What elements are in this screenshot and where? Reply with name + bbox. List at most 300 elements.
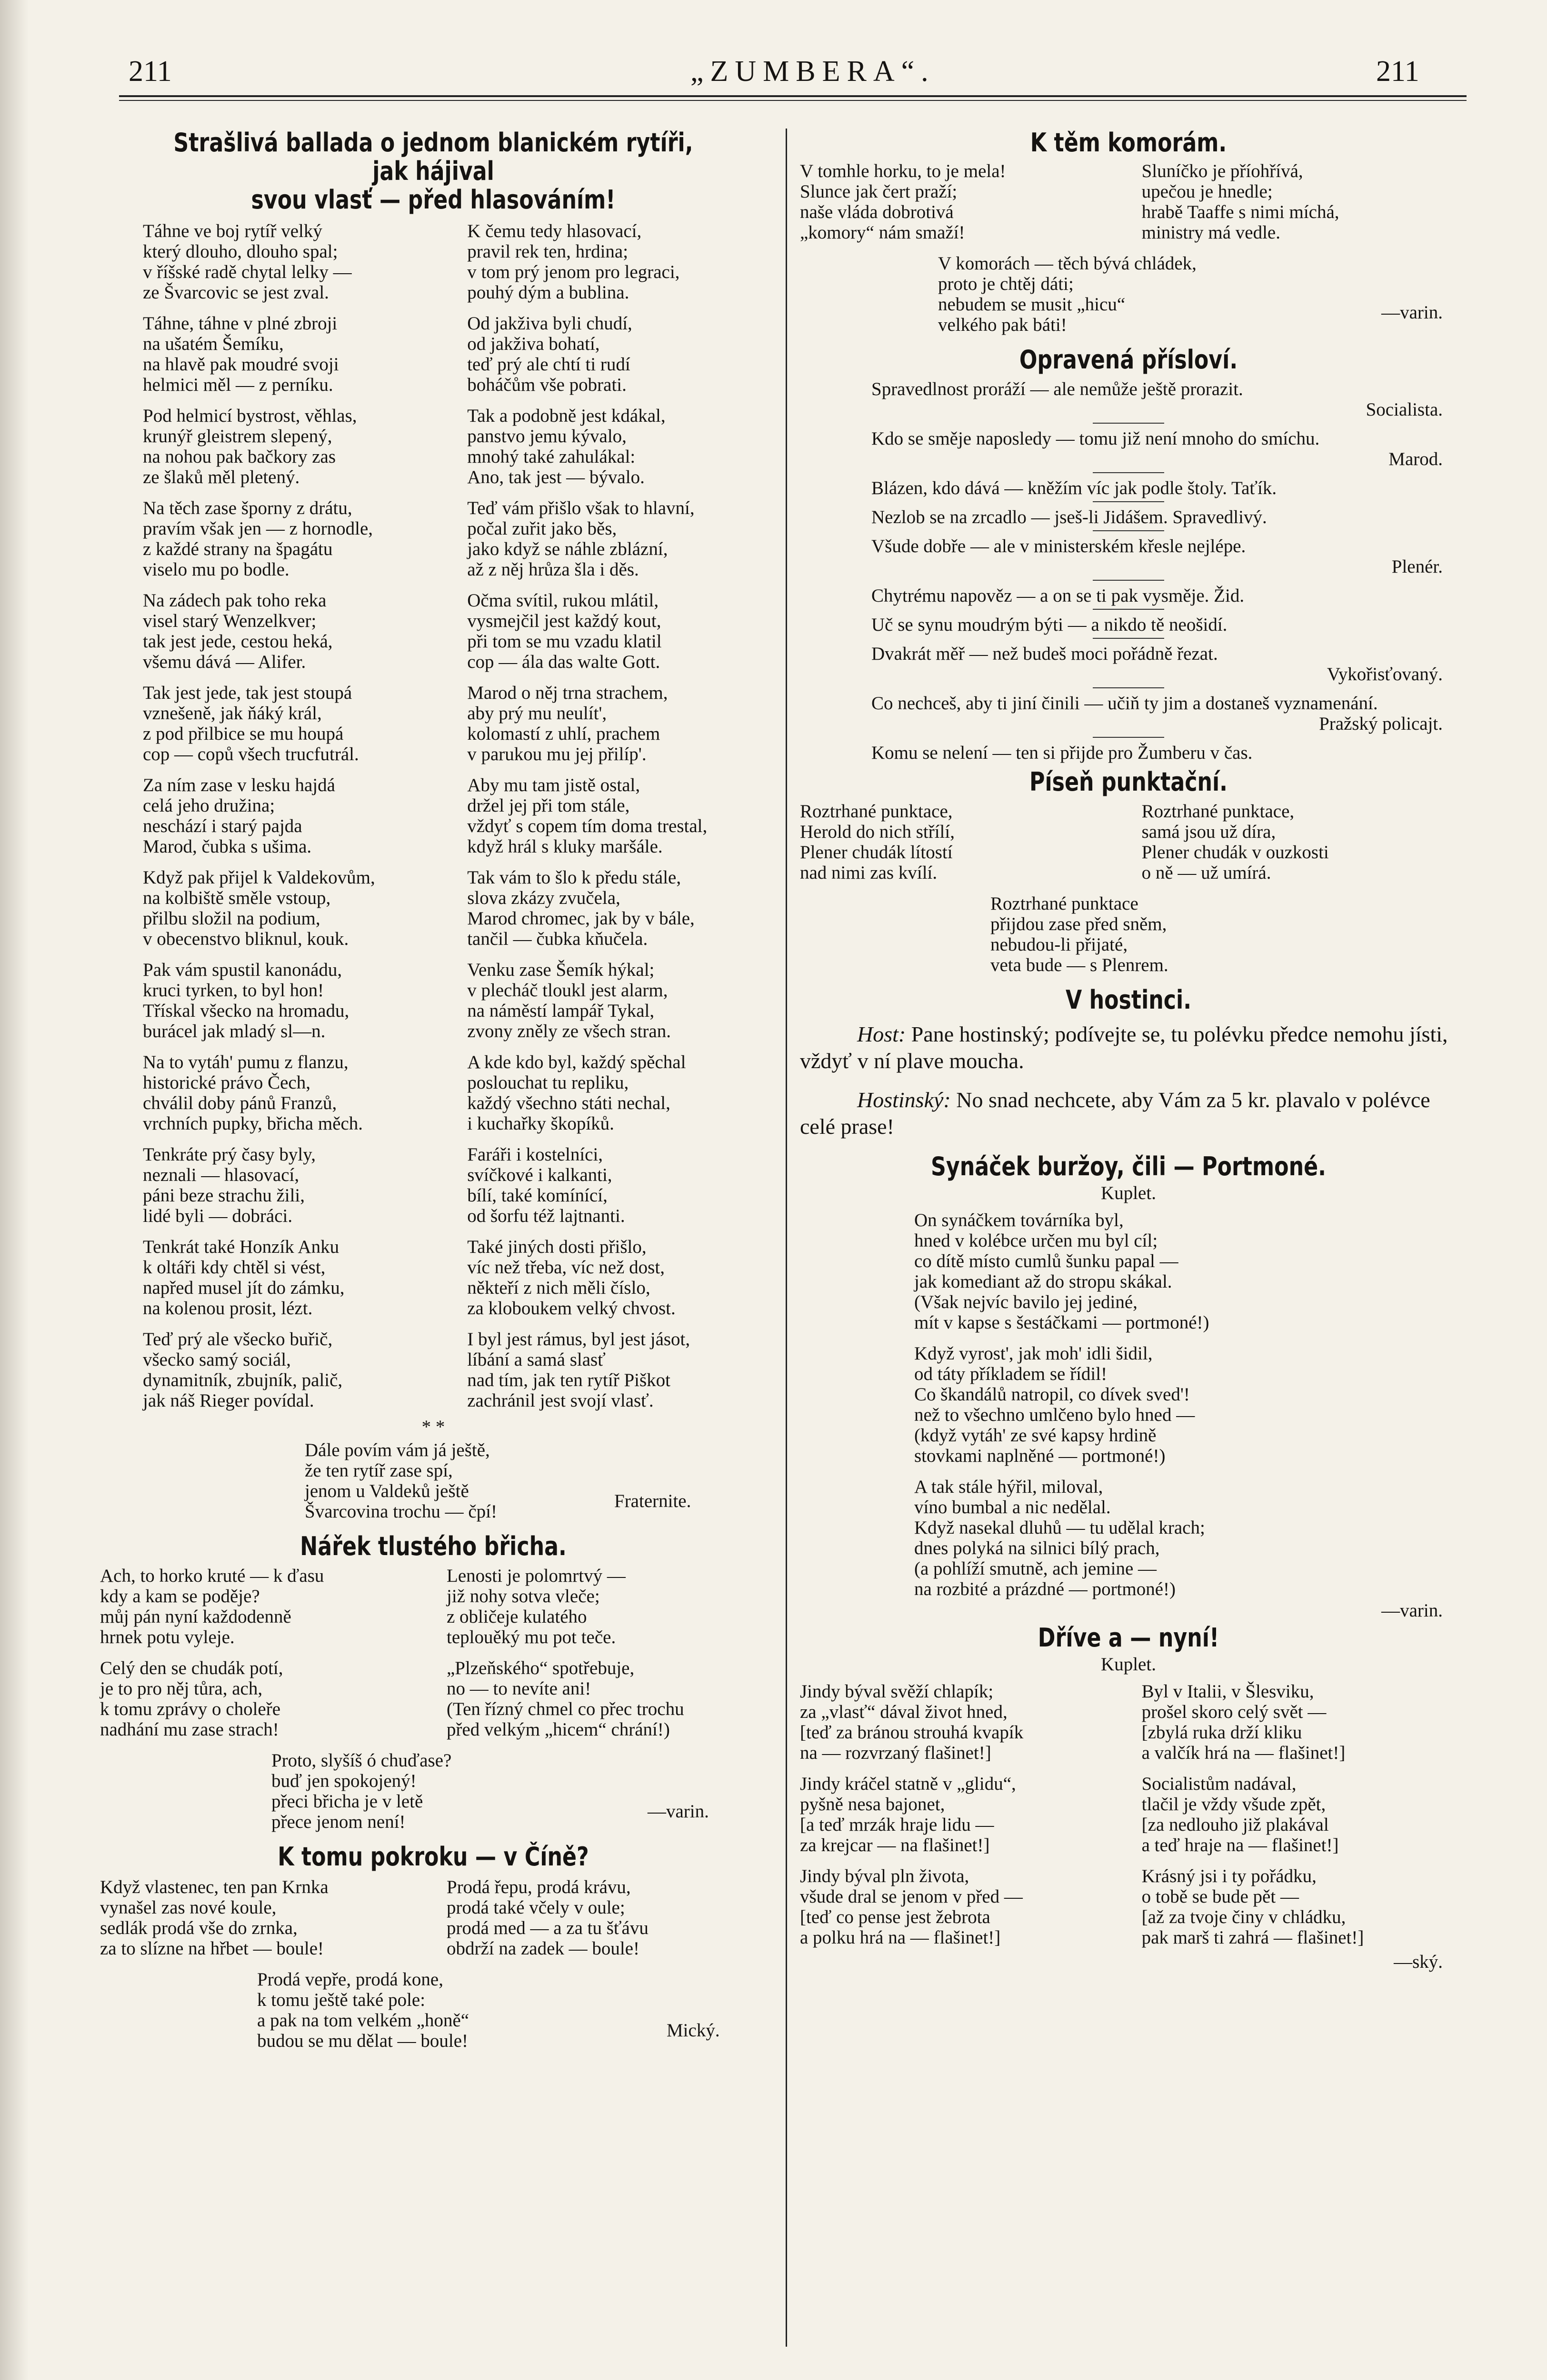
verse-line: mít v kapse s šestáčkami — portmoné!) <box>914 1312 1209 1333</box>
verse-line: svíčkové i kalkanti, <box>467 1165 612 1185</box>
stanza <box>467 1144 767 1226</box>
verse-line: [za nedlouho již plakával <box>1141 1815 1329 1835</box>
proverb-signature: Vykořisťovaný. <box>1327 664 1443 684</box>
pokrok-left-column <box>100 1877 420 1969</box>
hostinci-host-line <box>800 1021 1457 1074</box>
verse-line: Proto, slyšíš ó chuďase? <box>271 1750 452 1771</box>
verse-line: sedlák prodá vše do zrnka, <box>100 1918 298 1938</box>
stanza <box>467 590 767 672</box>
stanza <box>990 893 1457 975</box>
verse-line: helmici měl — z perníku. <box>143 375 333 395</box>
stanza <box>467 683 767 764</box>
proverb-text: Všude dobře — ale v ministerském křesle nejlépe. <box>871 536 1246 556</box>
verse-line: Očma svítil, rukou mlátil, <box>467 590 659 611</box>
verse-line: naše vláda dobrotivá <box>800 202 954 222</box>
verse-line: kolomastí z uhlí, prachem <box>467 724 660 744</box>
verse-line: cop — ála das walte Gott. <box>467 652 660 672</box>
verse-line: za to slízne na hřbet — boule! <box>100 1938 324 1959</box>
stanza <box>1142 1681 1457 1763</box>
verse-line: veta bude — s Plenrem. <box>990 955 1168 975</box>
verse-line: hned v kolébce určen mu byl cíl; <box>914 1230 1158 1251</box>
proverb-item <box>800 536 1457 581</box>
verse-line: Roztrhané punktace, <box>1141 801 1295 822</box>
drive-subtitle: Kuplet. <box>1101 1654 1156 1675</box>
verse-line: již nohy sotva vleče; <box>447 1586 600 1606</box>
verse-line: tančil — čubka kňučela. <box>467 929 648 949</box>
verse-line: o ně — už umírá. <box>1141 863 1271 883</box>
verse-line: Když nasekal dluhů — tu udělal krach; <box>914 1517 1205 1538</box>
narek-title: Nářek tlustého břicha. <box>300 1531 567 1561</box>
verse-line: k tomu zprávy o choleře <box>100 1699 281 1719</box>
verse-line: na kolbiště směle vstoup, <box>143 888 331 908</box>
verse-line: a teď hraje na — flašinet!] <box>1141 1835 1339 1855</box>
verse-line: nebudou-li přijaté, <box>990 934 1128 955</box>
verse-line: Tak a podobně jest kdákal, <box>467 406 666 426</box>
verse-line: víno bumbal a nic nedělal. <box>914 1497 1111 1517</box>
proverb-separator <box>1093 580 1164 581</box>
pokrok-signature: Mický. <box>667 2020 720 2041</box>
verse-line: I byl jest rámus, byl jest jásot, <box>467 1329 690 1349</box>
stanza <box>914 1210 1457 1333</box>
hostinsky-text: No snad nechcete, aby Vám za 5 kr. plavalo v polévce celé prase! <box>800 1088 1430 1139</box>
stanza <box>447 1566 767 1647</box>
drive-signature: —ský. <box>1394 1952 1443 1972</box>
verse-line: bílí, také komínící, <box>467 1185 608 1206</box>
proverb-item <box>800 585 1457 610</box>
stanza <box>143 590 442 672</box>
komoram-signature: —varin. <box>1381 302 1443 323</box>
verse-line: budou se mu dělat — boule! <box>257 2031 468 2051</box>
stanza <box>143 683 442 764</box>
stanza <box>143 1329 442 1411</box>
verse-line: Tenkráte prý časy byly, <box>143 1144 316 1165</box>
verse-line: Roztrhané punktace <box>990 893 1138 914</box>
masthead: „ZUMBERA“. <box>690 55 935 88</box>
proverb-signature: Pražský policajt. <box>1319 714 1443 734</box>
stanza <box>143 221 442 303</box>
verse-line: a pak na tom velkém „honě“ <box>257 2010 469 2031</box>
stanza <box>100 1658 420 1740</box>
verse-line: Na zádech pak toho reka <box>143 590 327 611</box>
proverb-separator <box>1093 423 1164 424</box>
verse-line: víc než třeba, víc než dost, <box>467 1257 665 1278</box>
verse-line: vysmejčil jest každý kout, <box>467 611 661 631</box>
verse-line: můj pán nyní každodenně <box>100 1606 291 1627</box>
column-divider <box>786 129 787 2347</box>
verse-line: tlačil je vždy všude zpět, <box>1141 1794 1326 1815</box>
header-rule-thin <box>119 100 1467 101</box>
verse-line: Pod helmicí bystrost, věhlas, <box>143 406 357 426</box>
verse-line: Jindy býval pln života, <box>800 1866 969 1886</box>
proverb-text: Chytrému napověz — a on se ti pak vysměje. Žid. <box>871 585 1245 606</box>
verse-line: Když vlastenec, ten pan Krnka <box>100 1877 329 1897</box>
verse-line: chválil doby pánů Franzů, <box>143 1093 337 1113</box>
verse-line: napřed musel jít do zámku, <box>143 1278 345 1298</box>
verse-line: každý všechno státi nechal, <box>467 1093 670 1113</box>
punktacni-title: Píseň punktační. <box>1029 767 1228 797</box>
stanza <box>143 775 442 857</box>
verse-line: aby prý mu neulít', <box>467 703 607 724</box>
host-label: Host: <box>857 1022 906 1046</box>
pokrok-body <box>100 1877 767 1969</box>
verse-line: A kde kdo byl, každý spěchal <box>467 1052 686 1072</box>
proverb-item <box>800 428 1457 473</box>
verse-line: [a teď mrzák hraje lidu — <box>800 1815 994 1835</box>
page-number-right: 211 <box>1376 55 1419 88</box>
verse-line: z pod přilbice se mu houpá <box>143 724 344 744</box>
verse-line: nebudem se musit „hicu“ <box>938 294 1126 315</box>
verse-line: v říšské radě chytal lelky — <box>143 262 352 282</box>
stanza <box>143 1144 442 1226</box>
stanza <box>1142 161 1457 243</box>
verse-line: [až za tvoje činy v chládku, <box>1141 1907 1346 1927</box>
verse-line: slova zkázy zvučela, <box>467 888 620 908</box>
drive-right-column <box>1142 1681 1457 1958</box>
verse-line: [zbylá ruka drží kliku <box>1141 1722 1302 1743</box>
verse-line: v plecháč tloukl jest alarm, <box>467 980 668 1001</box>
verse-line: buď jen spokojený! <box>271 1771 417 1791</box>
stanza <box>914 1343 1457 1466</box>
verse-line: V tomhle horku, to je mela! <box>800 161 1006 181</box>
stanza <box>143 498 442 580</box>
left-column <box>100 129 767 2062</box>
stanza <box>467 1329 767 1411</box>
verse-line: za kloboukem velký chvost. <box>467 1298 676 1319</box>
proverb-text: Blázen, kdo dává — kněžím víc jak podle štoly. Taťík. <box>871 478 1277 498</box>
verse-line: od táty příkladem se řídil! <box>914 1364 1108 1384</box>
verse-line: Roztrhané punktace, <box>800 801 953 822</box>
verse-line: poslouchat tu repliku, <box>467 1072 629 1093</box>
verse-line: k oltáři kdy chtěl si vést, <box>143 1257 326 1278</box>
verse-line: všemu dává — Alifer. <box>143 652 306 672</box>
verse-line: Tak vám to šlo k předu stále, <box>467 867 681 888</box>
verse-line: Sluníčko je příohřívá, <box>1141 161 1303 181</box>
verse-line: na hlavě pak moudré svoji <box>143 354 339 375</box>
stanza <box>1142 1774 1457 1855</box>
verse-line: ministry má vedle. <box>1141 222 1280 243</box>
verse-line: všecko samý sociál, <box>143 1349 291 1370</box>
ballad-left-column <box>143 221 442 1421</box>
verse-line: a valčík hrá na — flašinet!] <box>1141 1743 1346 1763</box>
verse-line: pouhý dým a bublina. <box>467 282 629 303</box>
verse-line: a polku hrá na — flašinet!] <box>800 1927 1001 1948</box>
verse-line: burácel jak mladý sl—n. <box>143 1021 326 1041</box>
page-header <box>129 55 1457 90</box>
verse-line: co dítě místo cumlů šunku papal — <box>914 1251 1178 1271</box>
stanza <box>447 1658 767 1740</box>
hostinsky-label: Hostinský: <box>857 1088 951 1112</box>
proverb-text: Dvakrát měř — než budeš moci pořádně řezat. <box>871 644 1218 664</box>
proverb-separator <box>1093 472 1164 473</box>
verse-line: při tom se mu vzadu klatil <box>467 631 662 652</box>
proverb-text: Komu se nelení — ten si přijde pro Žumberu v čas. <box>871 743 1253 763</box>
stanza <box>447 1877 767 1959</box>
verse-line: Táhne, táhne v plné zbroji <box>143 313 338 334</box>
verse-line: Táhne ve boj rytíř velký <box>143 221 322 241</box>
verse-line: Aby mu tam jistě ostal, <box>467 775 640 795</box>
drive-title: Dříve a — nyní! <box>1038 1623 1219 1653</box>
proverb-item <box>800 743 1457 763</box>
punktacni-body <box>800 801 1457 893</box>
verse-line: Prodá řepu, prodá krávu, <box>447 1877 631 1897</box>
verse-line: (když vytáh' ze své kapsy hrdině <box>914 1425 1157 1446</box>
verse-line: k tomu ještě také pole: <box>257 1990 426 2010</box>
verse-line: prošel skoro celý svět — <box>1141 1702 1327 1722</box>
verse-line: přeci břicha je v letě <box>271 1791 423 1812</box>
stanza <box>467 221 767 303</box>
verse-line: který dlouho, dlouho spal; <box>143 241 338 262</box>
verse-line: na — rozvrzaný flašinet!] <box>800 1743 991 1763</box>
stanza <box>467 406 767 487</box>
verse-line: všude dral se jenom v před — <box>800 1886 1023 1907</box>
verse-line: Pak vám spustil kanonádu, <box>143 960 342 980</box>
verse-line: Celý den se chudák potí, <box>100 1658 283 1678</box>
verse-line: historické právo Čech, <box>143 1072 310 1093</box>
proverb-text: Uč se synu moudrým býti — a nikdo tě neošidí. <box>871 615 1228 635</box>
verse-line: dynamitník, zbujník, palič, <box>143 1370 343 1390</box>
verse-line: Marod chromec, jak by v bále, <box>467 908 695 929</box>
verse-line: (Ten řízný chmel co přec trochu <box>447 1699 684 1719</box>
verse-line: přijdou zase před sněm, <box>990 914 1167 934</box>
verse-line: On synáčkem továrníka byl, <box>914 1210 1124 1230</box>
proverb-separator <box>1093 530 1164 531</box>
verse-line: od jakživa bohatí, <box>467 334 600 354</box>
narek-right-column <box>447 1566 767 1750</box>
proverb-text: Nezlob se na zrcadlo — jseš-li Jidášem. Spravedlivý. <box>871 507 1267 527</box>
stanza <box>100 1566 420 1647</box>
verse-line: upečou je hnedle; <box>1141 181 1273 202</box>
verse-line: tak jest jede, cestou heká, <box>143 631 333 652</box>
verse-line: od šorfu též lajtnanti. <box>467 1206 625 1226</box>
verse-line: hrnek potu vyleje. <box>100 1627 235 1647</box>
proverb-item <box>800 644 1457 688</box>
verse-line: Když pak přijel k Valdekovům, <box>143 867 375 888</box>
verse-line: někteří z nich měli číslo, <box>467 1278 650 1298</box>
stanza <box>914 1477 1457 1599</box>
verse-line: za „vlasť“ dával život hned, <box>800 1702 1008 1722</box>
synacek-stanzas <box>800 1210 1457 1599</box>
verse-line: Teď prý ale všecko buřič, <box>143 1329 333 1349</box>
verse-line: Tenkrát také Honzík Anku <box>143 1237 339 1257</box>
verse-line: když hrál s kluky maršále. <box>467 836 663 857</box>
verse-line: ze Švarcovic se jest zval. <box>143 282 329 303</box>
stanza <box>143 1052 442 1134</box>
stanza <box>800 1866 1115 1948</box>
verse-line: K čemu tedy hlasovací, <box>467 221 642 241</box>
stanza <box>467 867 767 949</box>
verse-line: zvony zněly ze všech stran. <box>467 1021 671 1041</box>
verse-line: vrchních pupky, břicha měch. <box>143 1113 363 1134</box>
verse-line: nad tím, jak ten rytíř Piškot <box>467 1370 670 1390</box>
verse-line: lidé byli — dobráci. <box>143 1206 293 1226</box>
stanza <box>467 1052 767 1134</box>
verse-line: Slunce jak čert praží; <box>800 181 958 202</box>
section-stars: * * <box>421 1417 445 1437</box>
stanza <box>1142 801 1457 883</box>
verse-line: panstvo jemu kývalo, <box>467 426 627 446</box>
narek-coda <box>100 1750 767 1832</box>
proverb-text: Kdo se směje naposledy — tomu již není mnoho do smíchu. <box>871 428 1320 449</box>
proverb-text: Co nechceš, aby ti jiní činili — učiň ty jim a dostaneš vyznamenání. <box>871 693 1378 714</box>
verse-line: v parukou mu jej přilíp'. <box>467 744 647 764</box>
verse-line: než to všechno umlčeno bylo hned — <box>914 1405 1195 1425</box>
proverb-separator <box>1093 737 1164 738</box>
verse-line: Ano, tak jest — bývalo. <box>467 467 645 487</box>
verse-line: kdy a kam se poděje? <box>100 1586 260 1606</box>
verse-line: že ten rytíř zase spí, <box>305 1460 453 1481</box>
stanza <box>1142 1866 1457 1948</box>
proverb-item <box>800 693 1457 738</box>
verse-line: za krejcar — na flašinet!] <box>800 1835 990 1855</box>
verse-line: páni beze strachu žili, <box>143 1185 305 1206</box>
verse-line: o tobě se bude pět — <box>1141 1886 1299 1907</box>
verse-line: v obecenstvo bliknul, kouk. <box>143 929 349 949</box>
verse-line: Na to vytáh' pumu z flanzu, <box>143 1052 349 1072</box>
verse-line: držel jej při tom stále, <box>467 795 630 816</box>
verse-line: boháčům vše pobrati. <box>467 375 627 395</box>
verse-line: prodá med — a za tu šťávu <box>447 1918 649 1938</box>
stanza <box>143 960 442 1041</box>
verse-line: Marod, čubka s ušima. <box>143 836 312 857</box>
verse-line: jak komediant až do stropu skákal. <box>914 1271 1172 1292</box>
verse-line: Teď vám přišlo však to hlavní, <box>467 498 695 518</box>
verse-line: Od jakživa byli chudí, <box>467 313 632 334</box>
punktacni-left-column <box>800 801 1115 893</box>
stanza <box>800 801 1115 883</box>
ballad-right-column <box>467 221 767 1421</box>
verse-line: zachránil jest svojí vlasť. <box>467 1390 654 1411</box>
stanza <box>100 1877 420 1959</box>
punktacni-right-column <box>1142 801 1457 893</box>
ballad-title: Strašlivá ballada o jednom blanickém rytíři, jak hájival <box>173 128 693 186</box>
verse-line: Plener chudák lítostí <box>800 842 953 863</box>
ballad-body <box>100 221 767 1421</box>
verse-line: Faráři i kostelníci, <box>467 1144 603 1165</box>
host-text: Pane hostinský; podívejte se, tu polévku předce nemohu jísti, vždyť v ní plave moucha. <box>800 1022 1448 1073</box>
verse-line: dnes polyká na silnici bílý prach, <box>914 1538 1160 1558</box>
ballad-subtitle: svou vlasť — před hlasováním! <box>251 185 616 215</box>
verse-line: Co škandálů natropil, co dívek sved'! <box>914 1384 1190 1405</box>
komoram-left-column <box>800 161 1115 253</box>
stanza <box>800 1681 1115 1763</box>
proverb-separator <box>1093 687 1164 688</box>
verse-line: přilbu složil na podium, <box>143 908 320 929</box>
verse-line: na nohou pak bačkory zas <box>143 446 336 467</box>
stanza <box>467 775 767 857</box>
verse-line: Ach, to horko kruté — k ďasu <box>100 1566 324 1586</box>
verse-line: „komory“ nám smaží! <box>800 222 965 243</box>
pokrok-title: K tomu pokroku — v Číně? <box>278 1842 589 1872</box>
komoram-coda <box>800 253 1457 335</box>
page-number-left: 211 <box>129 55 172 88</box>
proverb-text: Spravedlnost proráží — ale nemůže ještě prorazit. <box>871 379 1243 399</box>
pokrok-coda <box>100 1969 767 2051</box>
pokrok-right-column <box>447 1877 767 1969</box>
proverb-item <box>800 379 1457 424</box>
verse-line: krunýř gleistrem slepený, <box>143 426 332 446</box>
verse-line: Lenosti je polomrtvý — <box>447 1566 626 1586</box>
verse-line: Prodá vepře, prodá kone, <box>257 1969 443 1990</box>
page-edge-shadow <box>0 0 29 2380</box>
proverb-item <box>800 615 1457 639</box>
verse-line: pak marš ti zahrá — flašinet!] <box>1141 1927 1364 1948</box>
proverb-separator <box>1093 501 1164 502</box>
verse-line: vynašel zas nové koule, <box>100 1897 277 1918</box>
stanza <box>938 253 1457 335</box>
narek-signature: —varin. <box>648 1801 709 1822</box>
verse-line: na náměstí lampář Tykal, <box>467 1001 655 1021</box>
verse-line: Na těch zase šporny z drátu, <box>143 498 352 518</box>
synacek-subtitle: Kuplet. <box>1101 1183 1156 1203</box>
verse-line: jenom u Valdeků ještě <box>305 1481 469 1501</box>
verse-line: visel starý Wenzelkver; <box>143 611 317 631</box>
verse-line: nad nimi zas kvílí. <box>800 863 938 883</box>
verse-line: Švarcovina trochu — čpí! <box>305 1501 497 1522</box>
verse-line: vznešeně, jak ňáký král, <box>143 703 322 724</box>
proverb-separator <box>1093 638 1164 639</box>
verse-line: před velkým „hicem“ chrání!) <box>447 1719 670 1740</box>
verse-line: jako když se náhle zblázní, <box>467 539 668 559</box>
narek-body <box>100 1566 767 1750</box>
verse-line: jak náš Rieger povídal. <box>143 1390 314 1411</box>
stanza <box>467 960 767 1041</box>
hostinci-title: V hostinci. <box>1065 985 1192 1015</box>
ballad-coda <box>100 1440 767 1522</box>
verse-line: vždyť s copem tím doma trestal, <box>467 816 708 836</box>
stanza <box>467 498 767 580</box>
stanza <box>143 1237 442 1319</box>
verse-line: pyšně nesa bajonet, <box>800 1794 945 1815</box>
stanza <box>143 867 442 949</box>
verse-line: Jindy kráčel statně v „glidu“, <box>800 1774 1016 1794</box>
verse-line: „Plzeňského“ spotřebuje, <box>447 1658 635 1678</box>
verse-line: Dále povím vám já ještě, <box>305 1440 490 1460</box>
verse-line: [teď co pense jest žebrota <box>800 1907 990 1927</box>
verse-line: teplouěký mu pot teče. <box>447 1627 616 1647</box>
verse-line: stovkami naplněné — portmoné!) <box>914 1446 1166 1466</box>
prislovi-title: Opravená přísloví. <box>1019 345 1238 375</box>
verse-line: přece jenom není! <box>271 1812 406 1832</box>
punktacni-coda-stanza <box>990 893 1457 975</box>
verse-line: obdrží na zadek — boule! <box>447 1938 640 1959</box>
verse-line: Byl v Italii, v Šlesviku, <box>1141 1681 1314 1702</box>
verse-line: neschází i starý pajda <box>143 816 302 836</box>
verse-line: Plener chudák v ouzkosti <box>1141 842 1329 863</box>
verse-line: prodá také včely v oule; <box>447 1897 625 1918</box>
verse-line: A tak stále hýřil, miloval, <box>914 1477 1103 1497</box>
verse-line: velkého pak báti! <box>938 315 1067 335</box>
verse-line: Jindy býval svěží chlapík; <box>800 1681 994 1702</box>
verse-line: v tom prý jenom pro legraci, <box>467 262 680 282</box>
synacek-signature: —varin. <box>1381 1600 1443 1621</box>
verse-line: nadhání mu zase strach! <box>100 1719 279 1740</box>
stanza <box>467 1237 767 1319</box>
verse-line: počal zuřit jako běs, <box>467 518 617 539</box>
verse-line: z obličeje kulatého <box>447 1606 587 1627</box>
proverb-item <box>800 478 1457 502</box>
verse-line: teď prý ale chtí ti rudí <box>467 354 630 375</box>
verse-line: Herold do nich střílí, <box>800 822 955 842</box>
verse-line: na rozbité a prázdné — portmoné!) <box>914 1579 1176 1599</box>
verse-line: pravím však jen — z hornodle, <box>143 518 373 539</box>
verse-line: celá jeho družina; <box>143 795 275 816</box>
stanza <box>143 313 442 395</box>
proverb-item <box>800 507 1457 531</box>
verse-line: Také jiných dosti přišlo, <box>467 1237 647 1257</box>
verse-line: samá jsou už díra, <box>1141 822 1276 842</box>
ballad-coda-stanza <box>305 1440 767 1522</box>
hostinci-hostinsky-line <box>800 1087 1457 1140</box>
